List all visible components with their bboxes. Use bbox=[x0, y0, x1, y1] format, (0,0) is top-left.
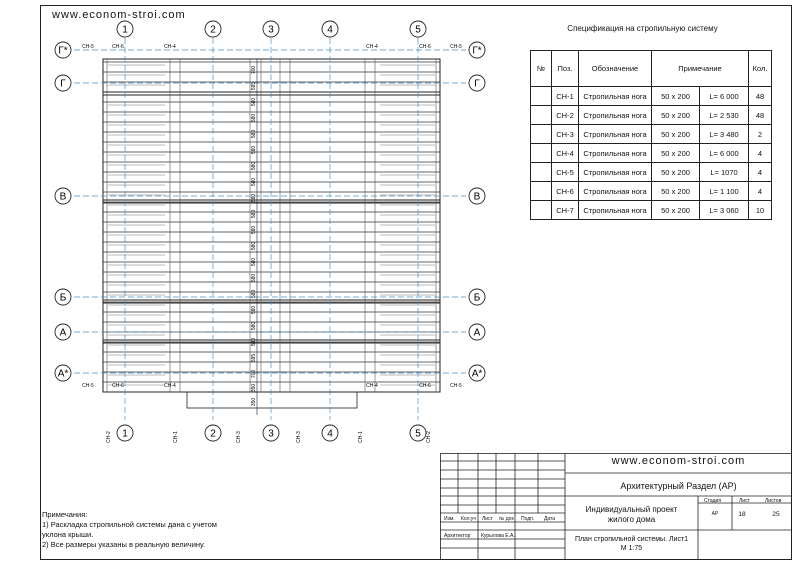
porch-outline bbox=[187, 392, 357, 408]
rafter-tag: СН-3 bbox=[296, 431, 302, 443]
axis-label: 5 bbox=[415, 24, 421, 36]
spec-cell-name: Стропильная нога bbox=[579, 182, 652, 201]
axis-label: Г bbox=[474, 78, 480, 90]
row-marker-right bbox=[469, 365, 485, 381]
column-marker-top bbox=[263, 21, 279, 37]
spec-cell-size: 50 х 200 bbox=[652, 182, 700, 201]
row-marker-right bbox=[469, 324, 485, 340]
sheet-line: М 1:75 bbox=[620, 545, 643, 552]
spec-row bbox=[531, 125, 772, 144]
rafter-tag: СН-6 bbox=[419, 383, 431, 389]
rafter-tag: СН-1 bbox=[173, 431, 179, 443]
row-marker-right bbox=[469, 75, 485, 91]
spec-cell-number bbox=[531, 125, 552, 144]
row-marker-left bbox=[55, 188, 71, 204]
person-name: Курылова Е.А. bbox=[481, 533, 515, 539]
spec-cell-size: 50 х 200 bbox=[652, 87, 700, 106]
header-cell: Изм. bbox=[444, 516, 455, 522]
spec-cell-qty: 4 bbox=[749, 144, 772, 163]
axis-label: 5 bbox=[415, 428, 421, 440]
notes-title: Примечания: bbox=[42, 510, 88, 519]
rafter-tag: СН-5 bbox=[450, 383, 462, 389]
sheets-label: Листов bbox=[765, 498, 782, 504]
spec-row bbox=[531, 182, 772, 201]
axis-label: 1 bbox=[122, 428, 128, 440]
rafter-tag: СН-4 bbox=[164, 383, 176, 389]
spec-cell-length: L= 6 000 bbox=[700, 87, 749, 106]
spec-cell-name: Стропильная нога bbox=[579, 87, 652, 106]
axis-markers bbox=[55, 21, 485, 441]
spec-cell-pos: СН-6 bbox=[552, 182, 579, 201]
note-line: 1) Раскладка стропильной системы дана с учетом bbox=[42, 520, 217, 529]
row-marker-right bbox=[469, 289, 485, 305]
axis-label: А* bbox=[57, 368, 69, 380]
axis-label: А bbox=[473, 327, 481, 339]
column-marker-bottom bbox=[322, 425, 338, 441]
spec-cell-length: L= 2 530 bbox=[700, 106, 749, 125]
rafter-tag: СН-6 bbox=[112, 383, 124, 389]
rafter-tag: СН-3 bbox=[236, 431, 242, 443]
project-line: Индивидуальный проект bbox=[585, 505, 678, 514]
column-marker-top bbox=[410, 21, 426, 37]
spec-cell-qty: 4 bbox=[749, 182, 772, 201]
spec-cell-name: Стропильная нога bbox=[579, 163, 652, 182]
section-name: Архитектурный Раздел (АР) bbox=[620, 481, 737, 491]
dimension-label: 580 bbox=[251, 113, 257, 123]
row-marker-right bbox=[469, 188, 485, 204]
axis-label: Г* bbox=[472, 45, 482, 57]
spec-title: Спецификация на стропильную систему bbox=[567, 24, 718, 33]
note-line: 2) Все размеры указаны в реальную величину. bbox=[42, 540, 206, 549]
rafter-tag: СН-6 bbox=[112, 44, 124, 50]
spec-cell-pos: СН-3 bbox=[552, 125, 579, 144]
dimension-label: 580 bbox=[251, 337, 257, 347]
spec-row bbox=[531, 144, 772, 163]
spec-header: Поз. bbox=[552, 51, 579, 87]
rafter-tag: СН-5 bbox=[82, 44, 94, 50]
spec-cell-length: L= 3 480 bbox=[700, 125, 749, 144]
row-marker-left bbox=[55, 75, 71, 91]
spec-cell-number bbox=[531, 201, 552, 220]
spec-cell-name: Стропильная нога bbox=[579, 106, 652, 125]
column-marker-bottom bbox=[410, 425, 426, 441]
column-marker-top bbox=[322, 21, 338, 37]
axis-label: 1 bbox=[122, 24, 128, 36]
dimension-label: 580 bbox=[251, 273, 257, 283]
dimension-label: 595 bbox=[251, 81, 257, 91]
notes bbox=[42, 510, 217, 550]
spec-cell-qty: 10 bbox=[749, 201, 772, 220]
dimension-label: 580 bbox=[251, 193, 257, 203]
project-line: жилого дома bbox=[607, 515, 656, 524]
header-cell: № док bbox=[499, 516, 514, 522]
spec-header: Обозначение bbox=[579, 51, 652, 87]
header-cell: Кол.уч bbox=[461, 516, 476, 522]
header-cell: Подп. bbox=[521, 516, 535, 522]
header-cell: Дата bbox=[544, 516, 556, 522]
axis-label: 2 bbox=[210, 24, 216, 36]
stage-value: АР bbox=[711, 511, 719, 517]
axis-label: 3 bbox=[268, 24, 274, 36]
spec-cell-length: L= 6 000 bbox=[700, 144, 749, 163]
column-marker-bottom bbox=[263, 425, 279, 441]
spec-row bbox=[531, 163, 772, 182]
spec-cell-qty: 48 bbox=[749, 87, 772, 106]
spec-cell-size: 50 х 200 bbox=[652, 144, 700, 163]
dimension-label: 580 bbox=[251, 209, 257, 219]
spec-header-row bbox=[531, 51, 772, 87]
dimension-label: 700 bbox=[251, 369, 257, 379]
axis-label: 4 bbox=[327, 24, 333, 36]
dimension-label: 580 bbox=[251, 241, 257, 251]
spec-cell-size: 50 х 200 bbox=[652, 125, 700, 144]
dimension-label: 580 bbox=[251, 145, 257, 155]
spec-header: Примечание bbox=[652, 51, 749, 87]
dimension-label: 580 bbox=[251, 289, 257, 299]
dimension-label: 580 bbox=[251, 257, 257, 267]
role-label: Архитектор bbox=[444, 533, 471, 539]
spec-cell-name: Стропильная нога bbox=[579, 201, 652, 220]
column-marker-top bbox=[205, 21, 221, 37]
spec-row bbox=[531, 87, 772, 106]
spec-cell-size: 50 х 200 bbox=[652, 201, 700, 220]
spec-cell-qty: 4 bbox=[749, 163, 772, 182]
axis-label: Г* bbox=[58, 45, 68, 57]
rafter-tag: СН-4 bbox=[366, 383, 378, 389]
rafter-tag: СН-5 bbox=[82, 383, 94, 389]
project-name bbox=[565, 505, 698, 525]
sheet-name bbox=[565, 535, 698, 553]
rafter-tag: СН-2 bbox=[106, 431, 112, 443]
dimension-label: 700 bbox=[251, 65, 257, 75]
spec-cell-pos: СН-7 bbox=[552, 201, 579, 220]
dimension-label: 580 bbox=[251, 161, 257, 171]
spec-cell-number bbox=[531, 144, 552, 163]
axis-label: Б bbox=[473, 292, 481, 304]
row-marker-left bbox=[55, 365, 71, 381]
rafter-tags bbox=[82, 44, 462, 443]
axis-label: В bbox=[59, 191, 67, 203]
spec-cell-length: L= 1070 bbox=[700, 163, 749, 182]
row-marker-left bbox=[55, 289, 71, 305]
column-marker-bottom bbox=[117, 425, 133, 441]
spec-cell-number bbox=[531, 106, 552, 125]
spec-cell-size: 50 х 200 bbox=[652, 163, 700, 182]
axis-label: А* bbox=[471, 368, 483, 380]
column-marker-bottom bbox=[205, 425, 221, 441]
axis-label: Г bbox=[60, 78, 66, 90]
sheet-label: Лист bbox=[739, 498, 750, 504]
dimension-label: 580 bbox=[251, 305, 257, 315]
rafter-tag: СН-4 bbox=[366, 44, 378, 50]
dimension-label: 580 bbox=[251, 321, 257, 331]
site-url: www.econom-stroi.com bbox=[52, 9, 186, 21]
spec-cell-pos: СН-4 bbox=[552, 144, 579, 163]
header-cell: Лист bbox=[482, 516, 493, 522]
axis-label: Б bbox=[59, 292, 67, 304]
rafter-tag: СН-5 bbox=[450, 44, 462, 50]
spec-cell-number bbox=[531, 182, 552, 201]
row-marker-left bbox=[55, 324, 71, 340]
axis-label: 4 bbox=[327, 428, 333, 440]
plan-lines bbox=[74, 38, 466, 420]
title-block bbox=[440, 453, 792, 560]
spec-cell-pos: СН-2 bbox=[552, 106, 579, 125]
axis-label: 2 bbox=[210, 428, 216, 440]
column-marker-top bbox=[117, 21, 133, 37]
rafter-tag: СН-4 bbox=[164, 44, 176, 50]
spec-cell-length: L= 3 060 bbox=[700, 201, 749, 220]
spec-cell-pos: СН-1 bbox=[552, 87, 579, 106]
spec-cell-qty: 2 bbox=[749, 125, 772, 144]
spec-row bbox=[531, 201, 772, 220]
spec-cell-size: 50 х 200 bbox=[652, 106, 700, 125]
spec-cell-name: Стропильная нога bbox=[579, 144, 652, 163]
spec-table bbox=[530, 50, 772, 220]
dimension-label: 350 bbox=[251, 383, 257, 393]
dimension-label: 580 bbox=[251, 129, 257, 139]
sheets-value: 25 bbox=[772, 511, 780, 518]
sheet-value: 18 bbox=[738, 511, 746, 518]
sheet-line: План стропильной системы. Лист1 bbox=[574, 536, 689, 543]
dimension-label: 350 bbox=[251, 397, 257, 407]
row-marker-right bbox=[469, 42, 485, 58]
dimension-label: 580 bbox=[251, 177, 257, 187]
row-marker-left bbox=[55, 42, 71, 58]
spec-cell-pos: СН-5 bbox=[552, 163, 579, 182]
dimension-label: 595 bbox=[251, 353, 257, 363]
spec-header: № bbox=[531, 51, 552, 87]
rafter-tag: СН-6 bbox=[419, 44, 431, 50]
axis-label: В bbox=[473, 191, 481, 203]
spec-cell-number bbox=[531, 87, 552, 106]
spec-cell-number bbox=[531, 163, 552, 182]
spec-cell-name: Стропильная нога bbox=[579, 125, 652, 144]
spec-cell-qty: 48 bbox=[749, 106, 772, 125]
rafter-tag: СН-2 bbox=[426, 431, 432, 443]
stage-label: Стадия bbox=[704, 498, 722, 504]
axis-label: А bbox=[59, 327, 67, 339]
dimension-label: 580 bbox=[251, 97, 257, 107]
title-block-site: www.econom-stroi.com bbox=[611, 455, 746, 467]
rafter-tag: СН-1 bbox=[358, 431, 364, 443]
spec-header: Кол. bbox=[749, 51, 772, 87]
spec-cell-length: L= 1 100 bbox=[700, 182, 749, 201]
spec-row bbox=[531, 106, 772, 125]
axis-label: 3 bbox=[268, 428, 274, 440]
dimension-label: 580 bbox=[251, 225, 257, 235]
note-line: уклона крыши. bbox=[42, 530, 94, 539]
